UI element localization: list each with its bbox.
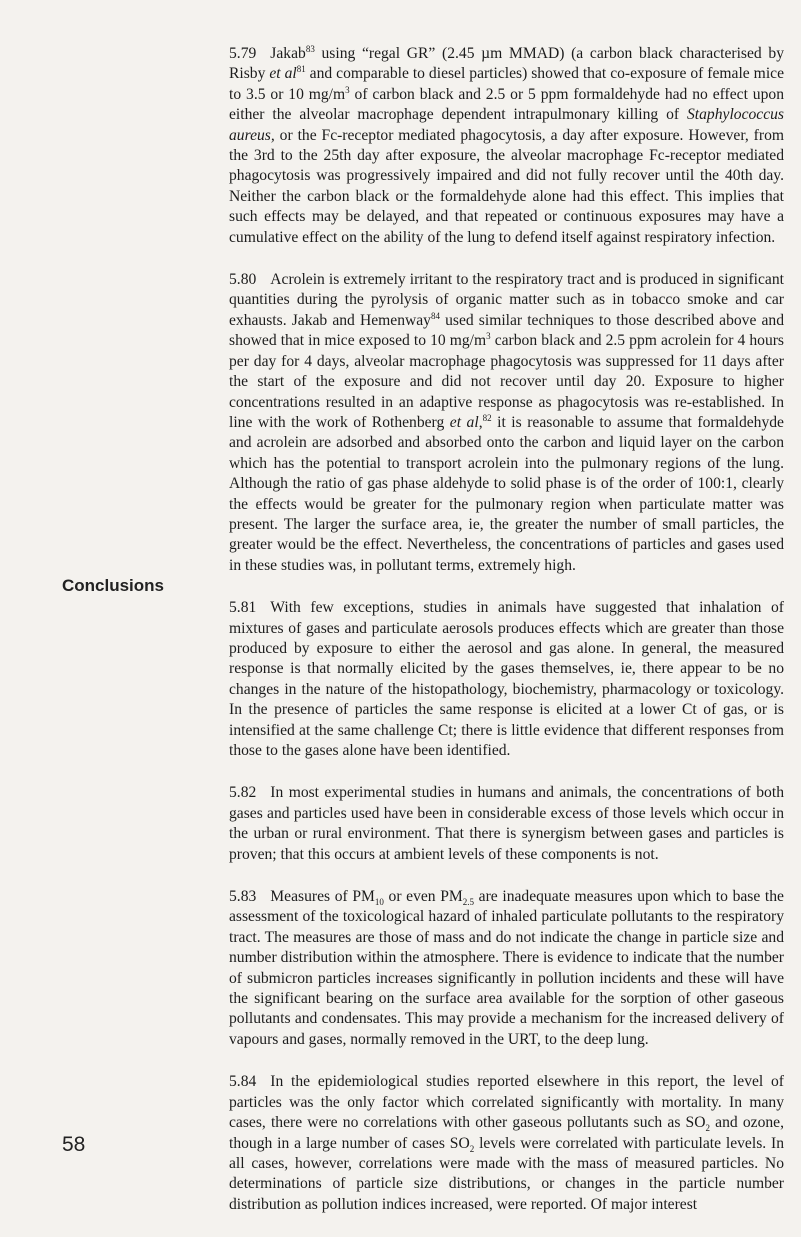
italic-run: et al [449,413,479,431]
text-run: In most experimental studies in humans and animals, the concentrations of both gases and particles used have been in considerable excess of those levels which occur in the urban or rural environment. That there is synergism between gases and particles is proven; that this occurs at ambient levels of these components is not. [229,784,784,863]
paragraph-5-83 [229,887,784,1050]
text-run: In the epidemiological studies reported elsewhere in this report, the level of particles was the only factor which correlated significantly with mortality. In many cases, there were no correlations with other gaseous pollutants such as SO [229,1073,784,1132]
page-number: 58 [62,1133,86,1156]
reference-superscript: 81 [296,64,306,75]
paragraph-number: 5.82 [229,784,257,802]
paragraph-5-84 [229,1072,784,1215]
text-run: levels were correlated with particulate levels. In all cases, however, correlations were made with the mass of measured particles. No determinations of particle size distributions, or changes in the particle number distribution as pollution indices increased, were reported. Of major interest [229,1134,785,1213]
subscript: 10 [374,897,384,908]
text-run: using “regal GR” (2.45 µm MMAD) (a carbon black characterised by Risby [229,45,784,83]
text-run: it is reasonable to assume that formaldehyde and acrolein are adsorbed and absorbed onto the carbon and liquid layer on the carbon which has the potential to transport acrolein into the pulmonary regions of the lung. Although the ratio of gas phase aldehyde to solid phase is of the order of 100:1, clearly the effects would be greater for the pulmonary region when particulate matter was present. The larger the surface area, ie, the greater the number of small particles, the greater would be the effect. Nevertheless, the concentrations of particles and gases used in these studies was, in pollutant terms, extremely high. [229,413,784,574]
paragraph-number: 5.84 [229,1073,257,1091]
subscript: 2 [705,1123,710,1134]
text-run: and comparable to diesel particles) showed that co-exposure of female mice to 3.5 or 10 mg/m [229,65,784,103]
reference-superscript: 3 [345,84,350,95]
reference-superscript: 82 [482,412,492,423]
text-run: of carbon black and 2.5 or 5 ppm formaldehyde had no effect upon either the alveolar macrophage dependent intrapulmonary killing of [229,85,784,124]
paragraph-number: 5.81 [229,599,257,617]
paragraph-5-79 [229,44,784,248]
body-text [229,44,784,1237]
paragraph-number: 5.80 [229,271,257,289]
text-run: used similar techniques to those described above and showed that in mice exposed to 10 mg/m [229,311,785,350]
reference-superscript: 3 [486,331,491,342]
italic-run: Staphylococcus aureus, [229,106,784,144]
text-run: With few exceptions, studies in animals have suggested that inhalation of mixtures of gases and particulate aerosols produces effects which are greater than those produced by exposure to either the aerosol and gas alone. In general, the measured response is that normally elicited by the gases themselves, ie, there appear to be no changes in the nature of the histopathology, biochemistry, pharmacology or toxicology. In the presence of particles the same response is elicited at a lower Ct of gas, or is intensified at the same challenge Ct; there is little evidence that different responses from those to the gases alone have been identified. [229,599,784,759]
paragraph-number: 5.79 [229,45,257,62]
subscript: 2.5 [462,897,475,908]
text-run: and ozone, though in a large number of cases SO [229,1114,784,1152]
paragraph-5-80 [229,270,784,576]
paragraph-5-81 [229,598,784,761]
italic-run: et al [269,65,297,83]
section-heading-conclusions: Conclusions [62,576,165,595]
reference-superscript: 84 [430,310,440,321]
text-run: Measures of PM [270,888,375,906]
text-run: , [478,413,483,431]
subscript: 2 [469,1143,475,1154]
text-run: Acrolein is extremely irritant to the respiratory tract and is produced in significant quantities during the pyrolysis of organic matter such as in tobacco smoke and car exhausts. Jakab and Hemenway [229,271,784,329]
text-run: are inadequate measures upon which to base the assessment of the toxicological hazard of inhaled particulate pollutants to the respiratory tract. The measures are those of mass and do not indicate the change in particle size and number distribution within the atmosphere. There is evidence to indicate that the number of submicron particles increases significantly in pollution incidents and these will have the significant bearing on the surface area available for the sorption of other gaseous pollutants and condensates. This may provide a mechanism for the increased delivery of vapours and gases, normally removed in the URT, to the deep lung. [229,888,784,1048]
reference-superscript: 83 [305,43,315,54]
text-run: or the Fc-receptor mediated phagocytosis, a day after exposure. However, from the 3rd to the 25th day after exposure, the alveolar macrophage Fc-receptor mediated phagocytosis was progressively impaired and did not fully recover until the 40th day. Neither the carbon black or the formaldehyde alone had this effect. This implies that such effects may be delayed, and that repeated or continuous exposures may have a cumulative effect on the ability of the lung to defend itself against respiratory infection. [229,126,784,246]
paragraph-number: 5.83 [229,888,257,906]
paragraph-5-82 [229,783,784,865]
text-run: Jakab [270,45,306,62]
text-run: carbon black and 2.5 ppm acrolein for 4 hours per day for 4 days, alveolar macrophage phagocytosis was suppressed for 11 days after the start of the exposure and did not recover until day 20. Exposure to higher concentrations resulted in an adaptive response as phagocytosis was re-established. In line with the work of Rothenberg [229,332,785,431]
text-run: or even PM [383,888,463,906]
